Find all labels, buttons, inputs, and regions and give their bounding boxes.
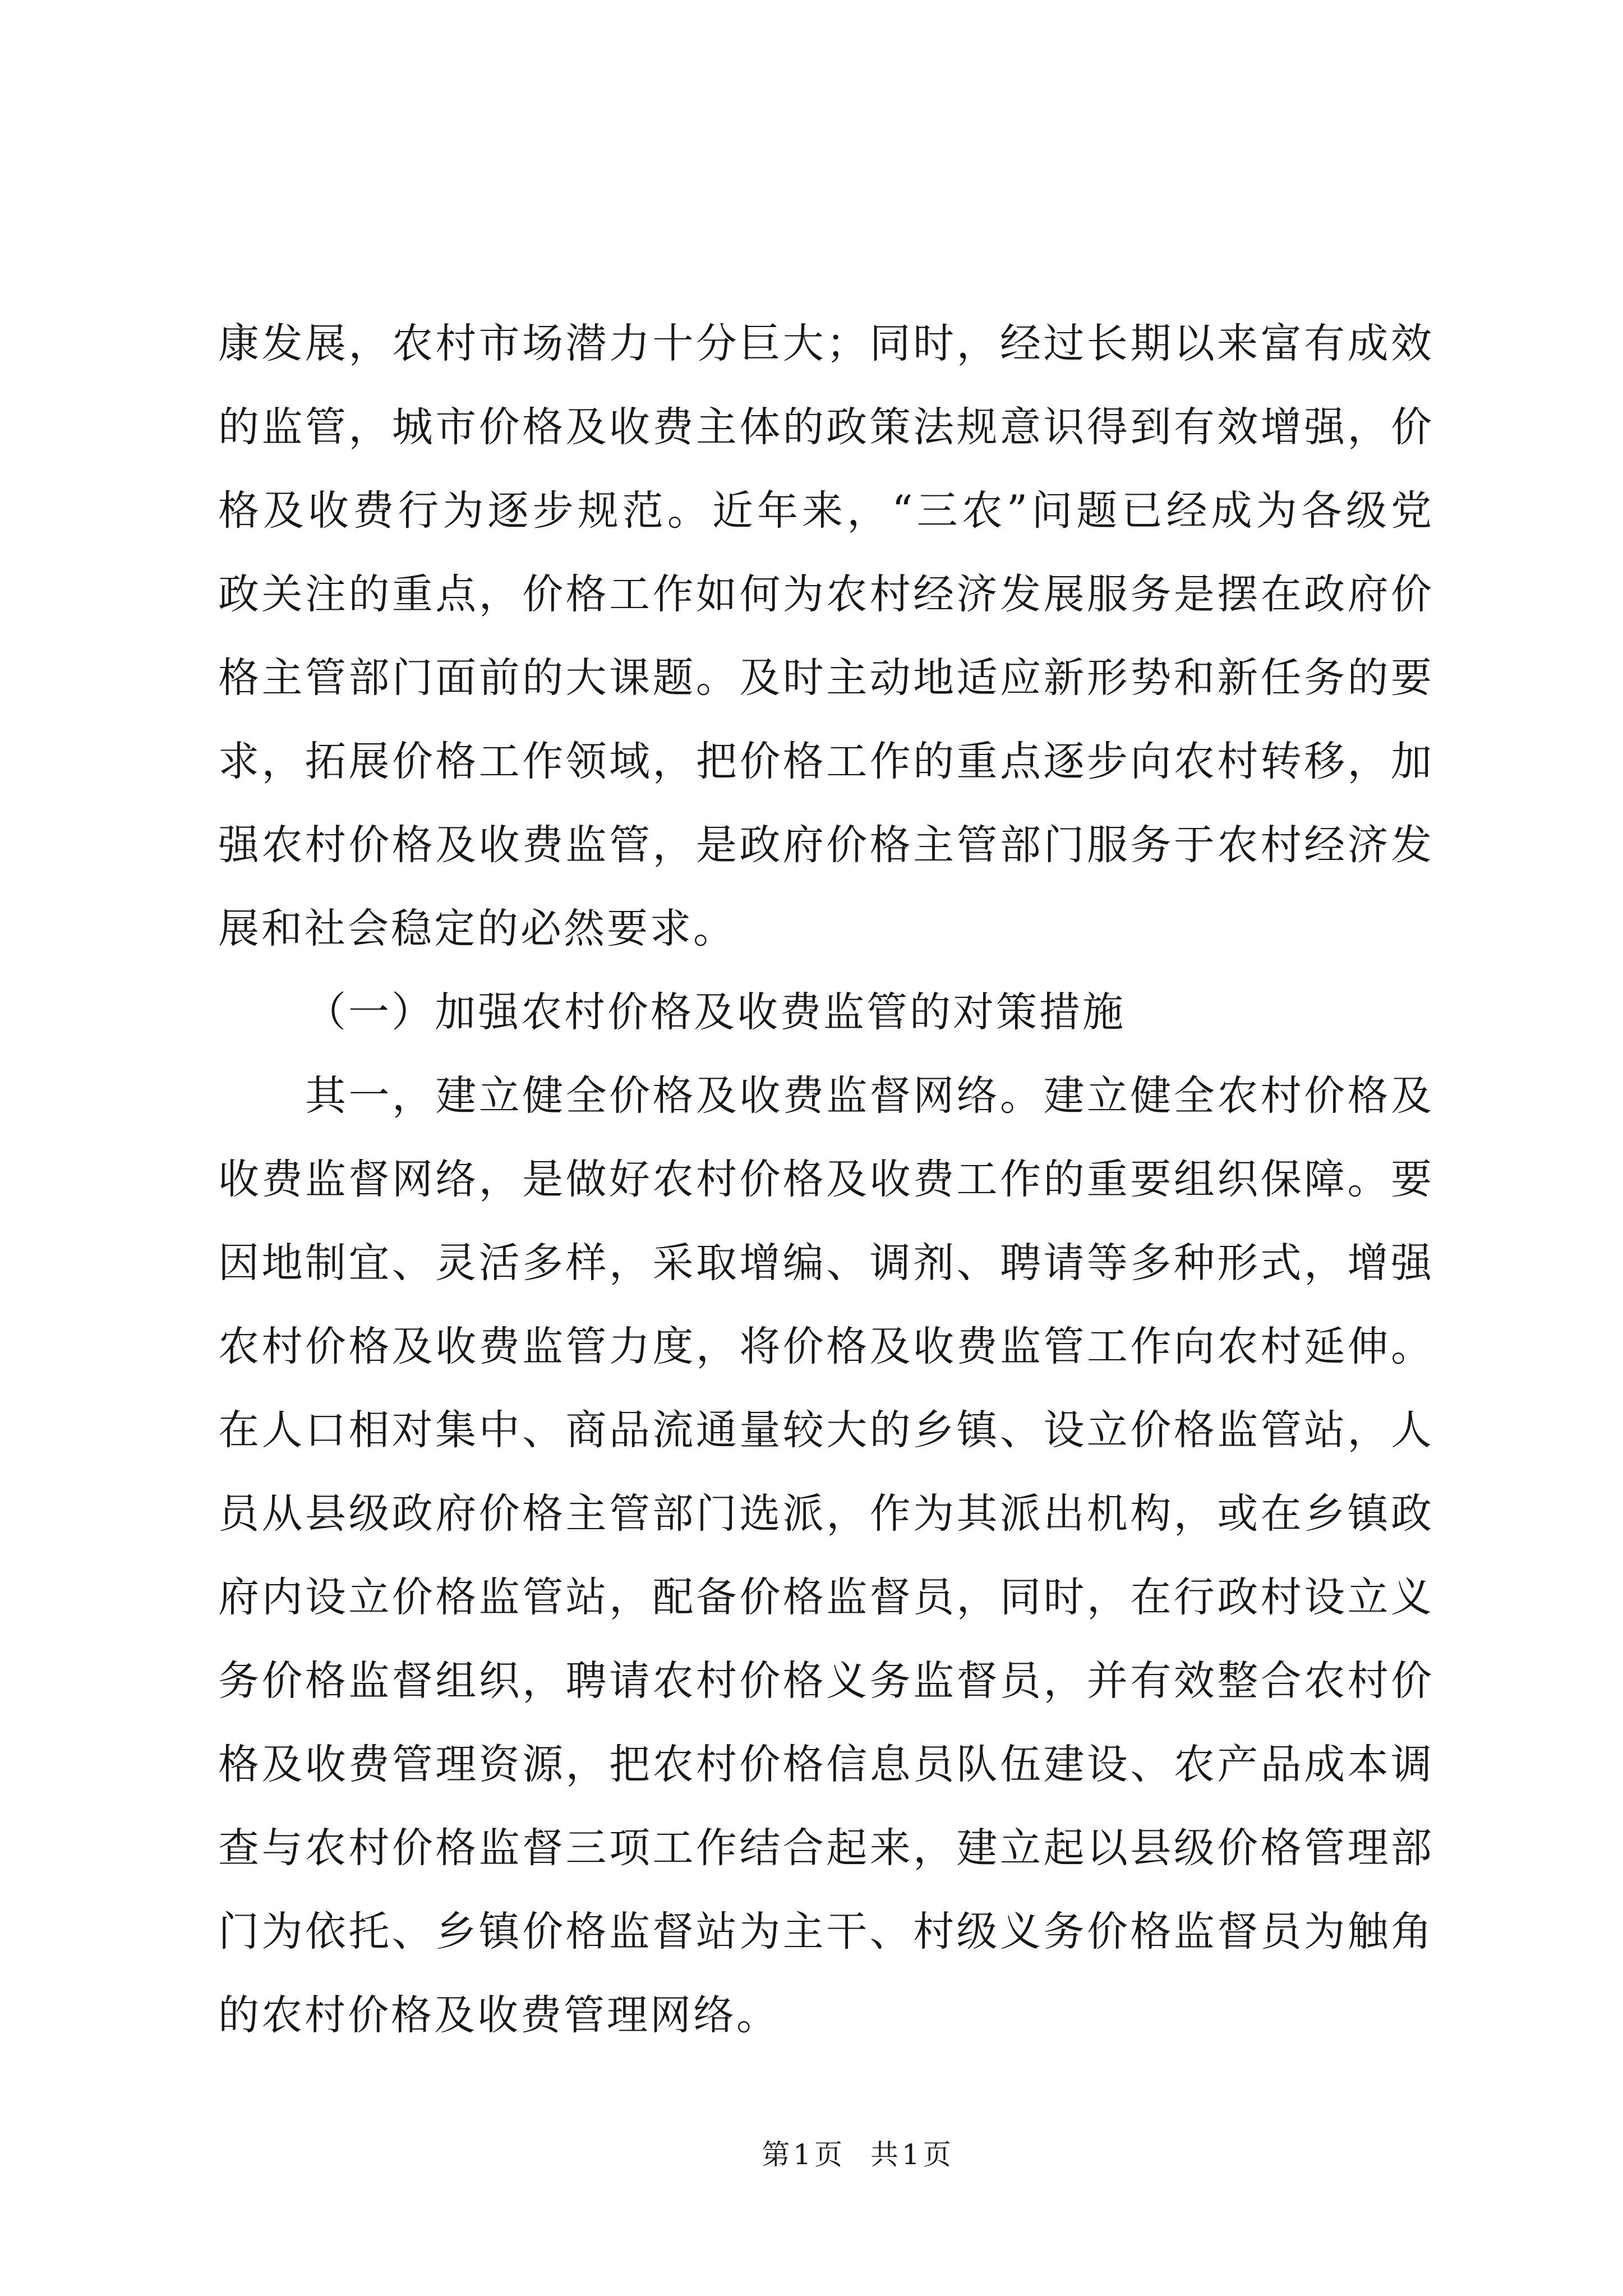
section-heading: （一）加强农村价格及收费监管的对策措施	[305, 988, 1126, 1036]
text-line: 务价格监督组织，聘请农村价格义务监督员，并有效整合农村价	[218, 1657, 1434, 1705]
text-line: 康发展，农村市场潜力十分巨大；同时，经过长期以来富有成效	[218, 320, 1434, 367]
text-line: 门为依托、乡镇价格监督站为主干、村级义务价格监督员为触角	[218, 1908, 1434, 1955]
text-line: 求，拓展价格工作领域，把价格工作的重点逐步向农村转移，加	[218, 738, 1434, 785]
text-line: 格及收费行为逐步规范。近年来，“三农”问题已经成为各级党	[218, 487, 1434, 535]
text-line: 政关注的重点，价格工作如何为农村经济发展服务是摆在政府价	[218, 570, 1434, 618]
text-line: 府内设立价格监管站，配备价格监督员，同时，在行政村设立义	[218, 1573, 1434, 1621]
text-line: 农村价格及收费监管力度，将价格及收费监管工作向农村延伸。	[218, 1323, 1434, 1370]
document-body	[218, 302, 1434, 2057]
text-line: 收费监督网络，是做好农村价格及收费工作的重要组织保障。要	[218, 1156, 1434, 1203]
text-line: 因地制宜、灵活多样，采取增编、调剂、聘请等多种形式，增强	[218, 1239, 1434, 1287]
paragraph-continued	[218, 302, 1434, 970]
text-line: 格及收费管理资源，把农村价格信息员队伍建设、农产品成本调	[218, 1741, 1434, 1788]
text-line: 员从县级政府价格主管部门选派，作为其派出机构，或在乡镇政	[218, 1490, 1434, 1538]
text-line: 查与农村价格监督三项工作结合起来，建立起以县级价格管理部	[218, 1824, 1434, 1872]
text-line: 展和社会稳定的必然要求。	[218, 905, 736, 953]
text-line: 其一，建立健全价格及收费监督网络。建立健全农村价格及	[305, 1072, 1434, 1120]
paragraph-measure-one	[218, 1054, 1434, 2057]
page-footer	[746, 2132, 970, 2177]
text-line: 在人口相对集中、商品流通量较大的乡镇、设立价格监管站，人	[218, 1406, 1434, 1454]
page-indicator: 第1页 共1页	[762, 2138, 955, 2171]
text-line: 格主管部门面前的大课题。及时主动地适应新形势和新任务的要	[218, 654, 1434, 702]
text-line: 的农村价格及收费管理网络。	[218, 1991, 780, 2039]
text-line: 的监管，城市价格及收费主体的政策法规意识得到有效增强，价	[218, 403, 1434, 451]
text-line: 强农村价格及收费监管，是政府价格主管部门服务于农村经济发	[218, 821, 1434, 869]
